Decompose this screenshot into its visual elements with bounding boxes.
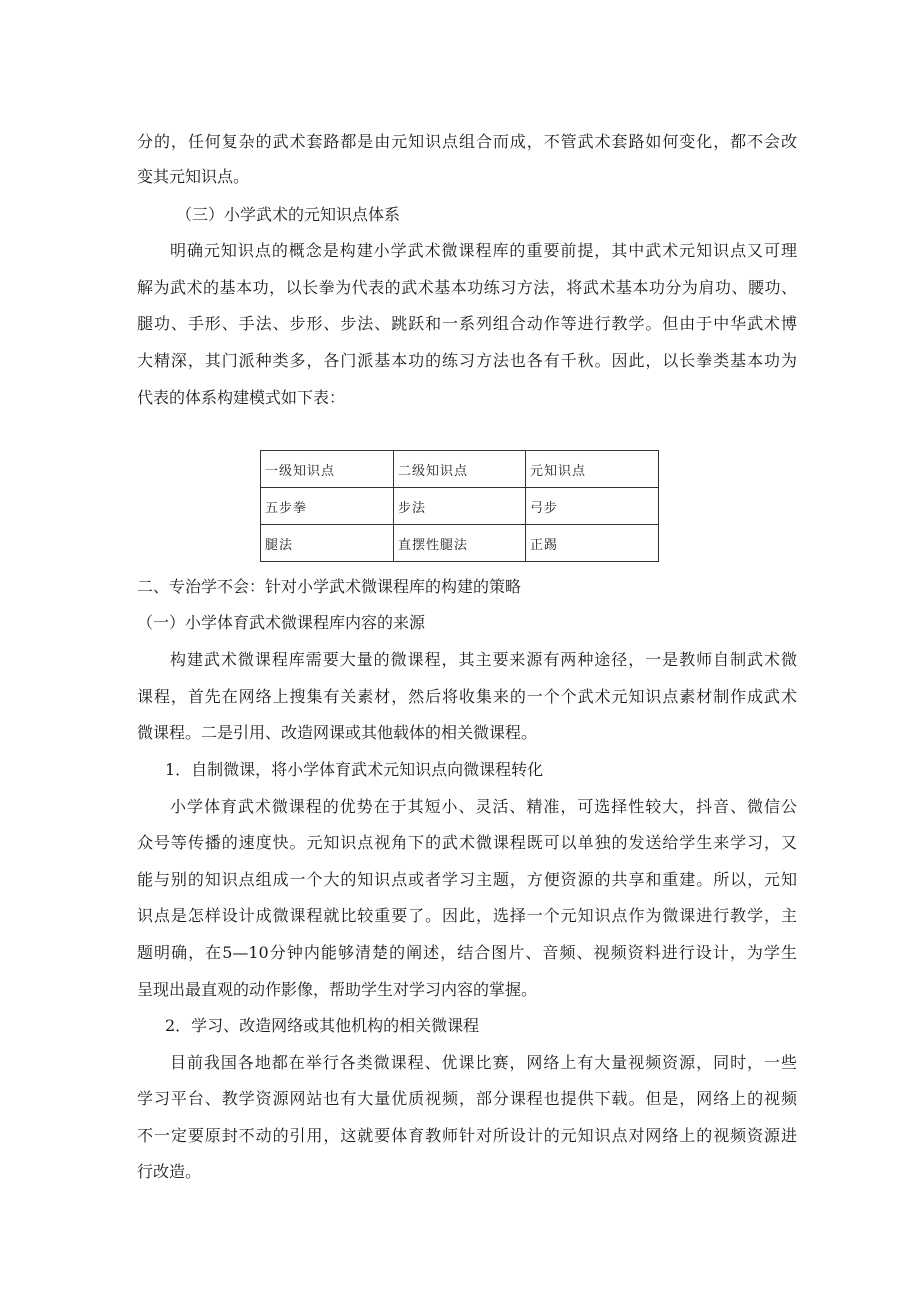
table-row (261, 525, 659, 562)
paragraph-line: 代表的体系构建模式如下表： (137, 388, 346, 407)
paragraph-line: 目前我国各地都在举行各类微课程、优课比赛，网络上有大量视频资源，同时，一些 (170, 1053, 797, 1072)
paragraph-line: 课程，首先在网络上搜集有关素材，然后将收集来的一个个武术元知识点素材制作成武术 (137, 687, 797, 706)
table-cell: 腿法 (261, 525, 394, 562)
paragraph-line: 构建武术微课程库需要大量的微课程，其主要来源有两种途径，一是教师自制武术微 (170, 650, 797, 669)
section-heading: （三）小学武术的元知识点体系 (176, 205, 401, 224)
table-cell: 弓步 (526, 488, 659, 525)
paragraph-line: 解为武术的基本功，以长拳为代表的武术基本功练习方法，将武术基本功分为肩功、腰功、 (137, 278, 797, 297)
numbered-heading: 1．自制微课，将小学体育武术元知识点向微课程转化 (165, 760, 544, 779)
paragraph-line: 大精深，其门派种类多，各门派基本功的练习方法也各有千秋。因此，以长拳类基本功为 (137, 351, 797, 370)
paragraph-line: 变其元知识点。 (137, 167, 250, 186)
paragraph-line: 识点是怎样设计成微课程就比较重要了。因此，选择一个元知识点作为微课进行教学，主 (137, 906, 797, 925)
table-header-cell: 元知识点 (526, 451, 659, 488)
table-cell: 步法 (394, 488, 526, 525)
table-row (261, 488, 659, 525)
table-header-cell: 二级知识点 (394, 451, 526, 488)
table-header-row (261, 451, 659, 488)
table-cell: 正踢 (526, 525, 659, 562)
paragraph-line: 行改造。 (137, 1162, 202, 1181)
knowledge-point-table (260, 450, 659, 562)
paragraph-line: 学习平台、教学资源网站也有大量优质视频，部分课程也提供下载。但是，网络上的视频 (137, 1089, 797, 1108)
paragraph-line: 众号等传播的速度快。元知识点视角下的武术微课程既可以单独的发送给学生来学习，又 (137, 833, 797, 852)
table-cell: 直摆性腿法 (394, 525, 526, 562)
paragraph-line: 微课程。二是引用、改造网课或其他载体的相关微课程。 (137, 723, 538, 742)
paragraph-line: 腿功、手形、手法、步形、步法、跳跃和一系列组合动作等进行教学。但由于中华武术博 (137, 314, 797, 333)
table-header-cell: 一级知识点 (261, 451, 394, 488)
paragraph-line: 能与别的知识点组成一个大的知识点或者学习主题，方便资源的共享和重建。所以，元知 (137, 870, 797, 889)
paragraph-line: 分的，任何复杂的武术套路都是由元知识点组合而成，不管武术套路如何变化，都不会改 (137, 132, 797, 151)
paragraph-line: 不一定要原封不动的引用，这就要体育教师针对所设计的元知识点对网络上的视频资源进 (137, 1126, 797, 1145)
section-heading: 二、专治学不会：针对小学武术微课程库的构建的策略 (137, 577, 522, 596)
table-cell: 五步拳 (261, 488, 394, 525)
section-heading: （一）小学体育武术微课程库内容的来源 (137, 613, 426, 632)
numbered-heading: 2．学习、改造网络或其他机构的相关微课程 (165, 1016, 480, 1035)
paragraph-line: 小学体育武术微课程的优势在于其短小、灵活、精准，可选择性较大，抖音、微信公 (170, 797, 797, 816)
paragraph-line: 明确元知识点的概念是构建小学武术微课程库的重要前提，其中武术元知识点又可理 (170, 241, 797, 260)
paragraph-line: 题明确，在5—10分钟内能够清楚的阐述，结合图片、音频、视频资料进行设计，为学生 (137, 943, 797, 962)
paragraph-line: 呈现出最直观的动作影像，帮助学生对学习内容的掌握。 (137, 980, 538, 999)
